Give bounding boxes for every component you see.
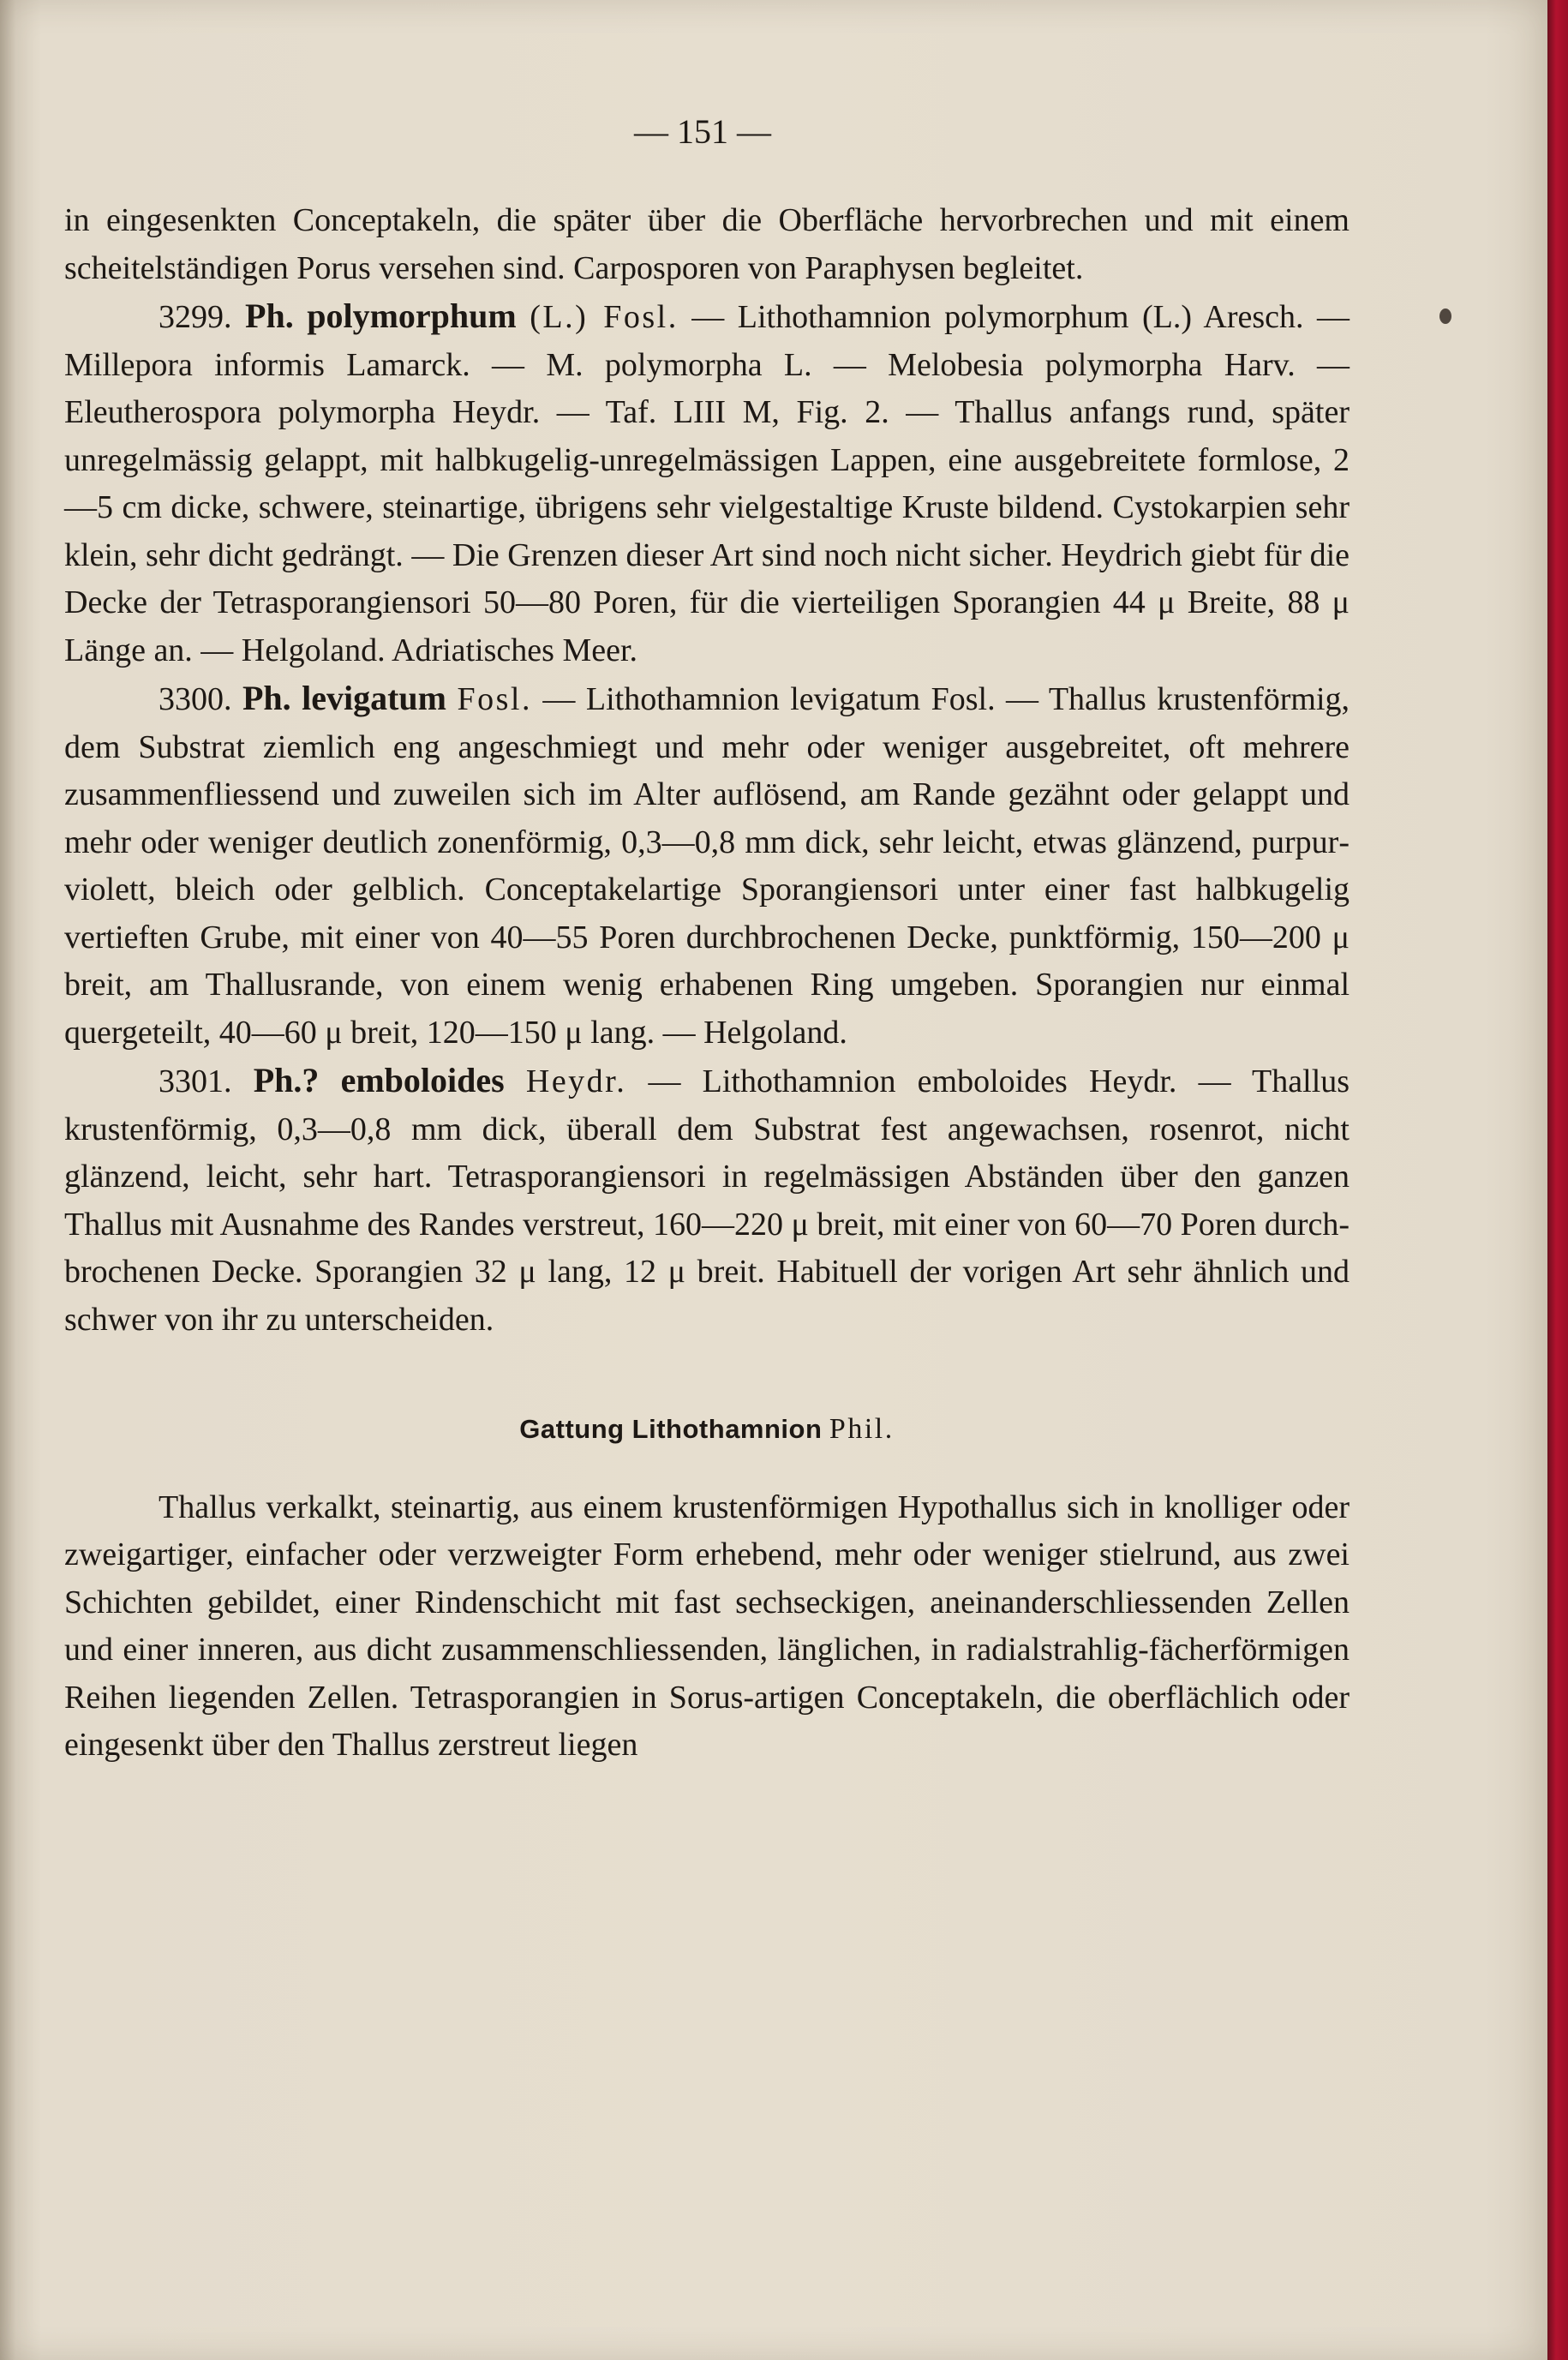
- genus-abbrev: Ph.?: [253, 1061, 320, 1099]
- author-citation: (L.) Fosl.: [530, 299, 679, 335]
- genus-abbrev: Ph.: [242, 679, 291, 717]
- genus-description: Thallus verkalkt, steinartig, aus einem krustenförmigen Hypothallus sich in knolliger oder zweigartiger, einfacher oder verzweigter Form erhebend, mehr oder weniger stielrund, aus zwei Schichten gebildet, einer Rindenschicht mit fast sechseckigen, aneinanderschliessenden Zellen und einer inneren, aus dicht zusammenschliessenden, länglichen, in radialstrahlig-fächerförmigen Reihen liegenden Zellen. Tetrasporangien in Sorus-artigen Conceptakeln, die oberflächlich oder eingesenkt über den Thallus zerstreut liegen: [64, 1488, 1350, 1763]
- author-citation: Heydr.: [525, 1063, 627, 1099]
- binding-edge: [1547, 0, 1568, 2360]
- ink-spot-decoration: [1439, 308, 1451, 324]
- section-heading: [64, 1405, 1350, 1453]
- entry-text: — Lithothamnion polymorphum (L.) Aresch. — Millepora informis Lamarck. — M. polymorpha L. — Melobesia polymorpha Harv. — Eleutherospora polymorpha Heydr. — Taf. LIII M, Fig. 2. — Thallus anfangs rund, später unregelmässig gelappt, mit halbkugelig-unregelmässigen Lappen, eine ausgebreitete formlose, 2—5 cm dicke, schwere, steinartige, übrigens sehr vielgestaltige Kruste bildend. Cystokarpien sehr klein, sehr dicht gedrängt. — Die Grenzen dieser Art sind noch nicht sicher. Heydrich giebt für die Decke der Tetrasporangiensori 50—80 Poren, für die vierteiligen Sporangien 44 μ Breite, 88 μ Länge an. — Helgoland. Adriatisches Meer.: [64, 299, 1350, 668]
- page-number: — 151 —: [634, 112, 771, 151]
- species-name: polymorphum: [307, 296, 517, 335]
- text-block: [64, 197, 1350, 1770]
- entry-text: — Lithothamnion levigatum Fosl. — Thallus krustenförmig, dem Substrat ziemlich eng angeschmiegt und mehr oder weniger ausgebreitet, oft mehrere zusammenfliessend und zuweilen sich im Alter auflösend, am Rande gezähnt oder gelappt und mehr oder weniger deutlich zonenförmig, 0,3—0,8 mm dick, sehr leicht, etwas glänzend, purpurviolett, bleich oder gelblich. Conceptakelartige Sporangiensori unter einer fast halbkugelig vertieften Grube, mit einer von 40—55 Poren durchbrochenen Decke, punktförmig, 150—200 μ breit, am Thallusrande, von einem wenig erhabenen Ring umgeben. Sporangien nur einmal quergeteilt, 40—60 μ breit, 120—150 μ lang. — Helgoland.: [64, 681, 1350, 1051]
- genus-abbrev: Ph.: [245, 296, 294, 335]
- species-entry-3301: [64, 1057, 1350, 1344]
- genus-heading-label: Gattung Lithothamnion: [519, 1414, 823, 1444]
- species-name: emboloides: [340, 1061, 505, 1099]
- author-citation: Fosl.: [457, 681, 532, 717]
- species-entry-3299: [64, 292, 1350, 674]
- intro-paragraph: in eingesenkten Conceptakeln, die später über die Oberfläche hervorbrechen und mit einem scheitelständigen Porus versehen sind. Carposporen von Paraphysen begleitet.: [64, 202, 1350, 286]
- genus-heading-author: Phil.: [829, 1413, 895, 1445]
- show-through-margin: [0, 1285, 24, 2185]
- entry-text: — Lithothamnion emboloides Heydr. — Thallus krustenförmig, 0,3—0,8 mm dick, überall dem Substrat fest angewachsen, rosenrot, nicht glänzend, leicht, sehr hart. Tetrasporangiensori in regelmässigen Abständen über den ganzen Thallus mit Ausnahme des Randes verstreut, 160—220 μ breit, mit einer von 60—70 Poren durchbrochenen Decke. Sporangien 32 μ lang, 12 μ breit. Habituell der vorigen Art sehr ähnlich und schwer von ihr zu unterscheiden.: [64, 1063, 1350, 1338]
- entry-number: 3300.: [159, 681, 232, 717]
- species-name: levigatum: [302, 679, 446, 717]
- species-entry-3300: [64, 674, 1350, 1057]
- entry-number: 3301.: [159, 1063, 232, 1099]
- entry-number: 3299.: [159, 299, 232, 335]
